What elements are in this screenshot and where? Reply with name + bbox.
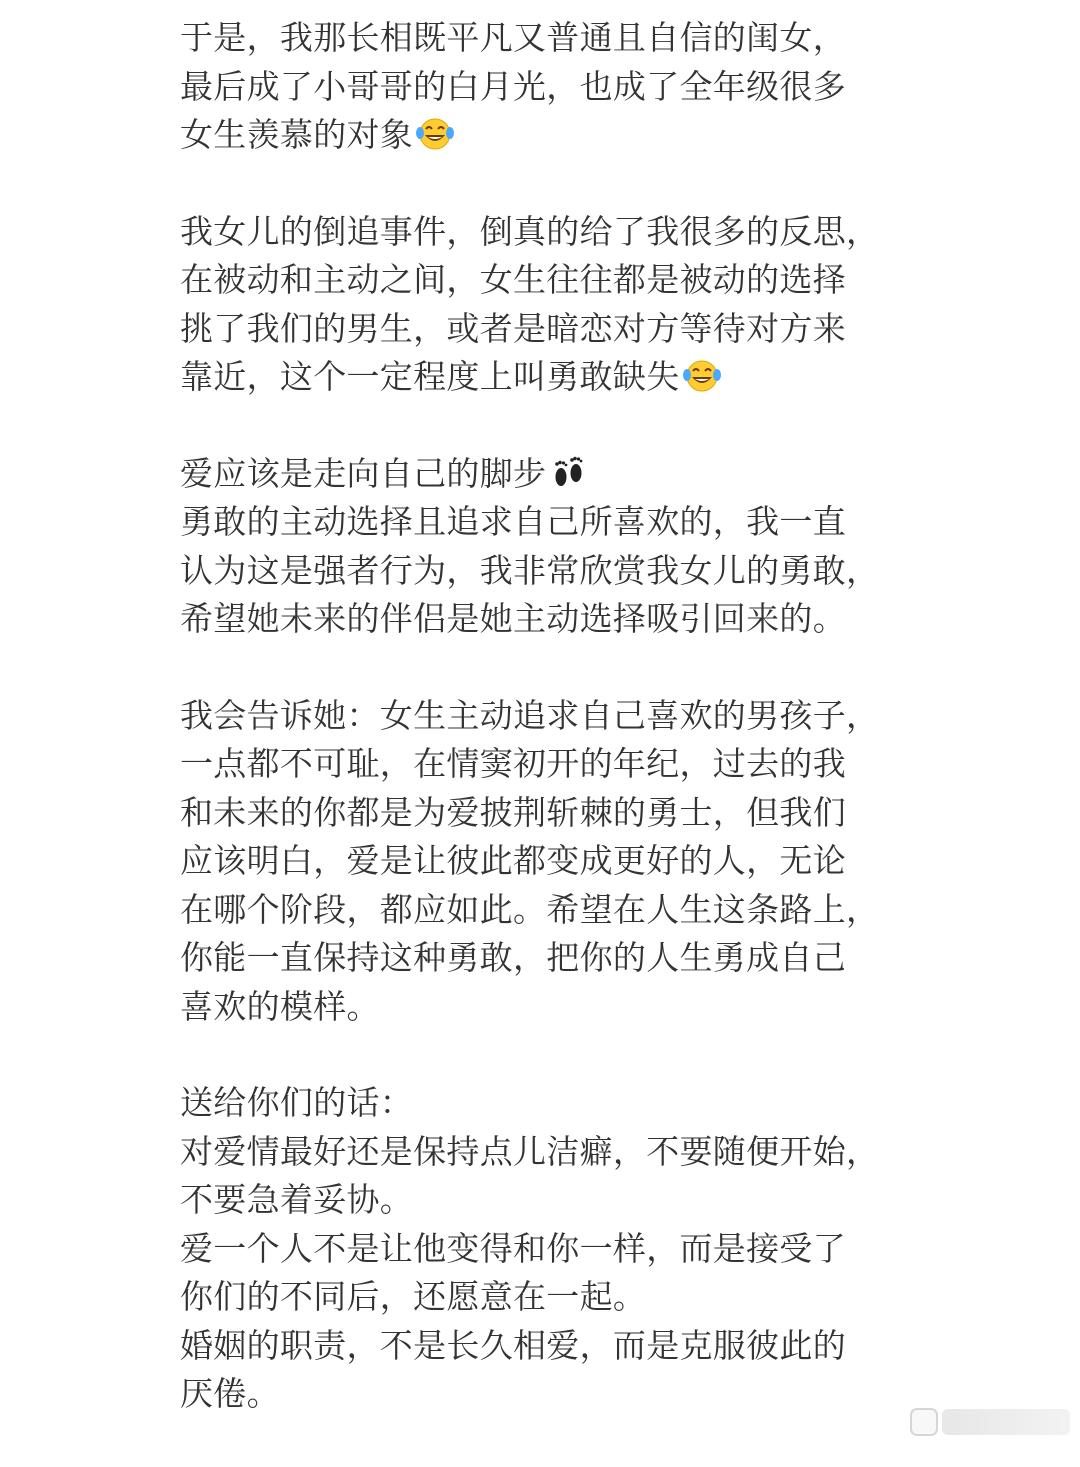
line-text: 挑了我们的男生，或者是暗恋对方等待对方来 [180, 308, 846, 348]
line-text: 我会告诉她：女生主动追求自己喜欢的男孩子， [180, 695, 880, 735]
text-line [180, 498, 910, 547]
line-text: 于是，我那长相既平凡又普通且自信的闺女， [180, 18, 846, 57]
text-line [180, 886, 910, 935]
line-text: 女生羡慕的对象 [180, 115, 414, 154]
text-line [180, 111, 910, 160]
line-text: 对爱情最好还是保持点儿洁癖，不要随便开始， [180, 1131, 880, 1171]
line-text: 应该明白，爱是让彼此都变成更好的人，无论 [180, 841, 846, 880]
line-text: 一点都不可耻，在情窦初开的年纪，过去的我 [180, 744, 846, 783]
line-text: 婚姻的职责，不是长久相爱，而是克服彼此的 [180, 1325, 846, 1365]
text-line [180, 983, 910, 1032]
line-text: 最后成了小哥哥的白月光，也成了全年级很多 [180, 66, 846, 106]
text-line [180, 1176, 910, 1225]
text-line [180, 256, 910, 305]
text-line [180, 1370, 910, 1419]
text-line [180, 208, 910, 257]
paragraph [180, 450, 910, 644]
line-text: 爱应该是走向自己的脚步 [180, 453, 547, 493]
text-line [180, 547, 910, 596]
laughing-tears-icon [682, 358, 722, 408]
line-text: 你能一直保持这种勇敢，把你的人生勇成自己 [180, 938, 846, 977]
text-line [180, 353, 910, 402]
watermark-logo [910, 1408, 938, 1436]
text-line [180, 837, 910, 886]
text-line [180, 1128, 910, 1177]
watermark-username [942, 1409, 1070, 1435]
line-text: 你们的不同后，还愿意在一起。 [180, 1277, 647, 1316]
line-text: 希望她未来的伴侣是她主动选择吸引回来的。 [180, 599, 846, 638]
line-text: 勇敢的主动选择且追求自己所喜欢的，我一直 [180, 502, 846, 541]
text-line [180, 14, 910, 63]
text-line [180, 450, 910, 499]
line-text: 在哪个阶段，都应如此。希望在人生这条路上， [180, 889, 880, 929]
text-line [180, 934, 910, 983]
text-line [180, 305, 910, 354]
paragraph [180, 208, 910, 402]
article-body [180, 14, 910, 1467]
paragraph [180, 14, 910, 160]
line-text: 厌倦。 [180, 1374, 280, 1413]
paragraph [180, 692, 910, 1032]
text-line [180, 789, 910, 838]
line-text: 送给你们的话： [180, 1083, 414, 1122]
text-line [180, 63, 910, 112]
line-text: 我女儿的倒追事件，倒真的给了我很多的反思， [180, 211, 880, 251]
line-text: 不要急着妥协。 [180, 1180, 414, 1219]
text-line [180, 1225, 910, 1274]
text-line [180, 1079, 910, 1128]
line-text: 喜欢的模样。 [180, 986, 380, 1026]
line-text: 认为这是强者行为，我非常欣赏我女儿的勇敢， [180, 550, 880, 590]
laughing-tears-icon [415, 116, 455, 166]
line-text: 和未来的你都是为爱披荆斩棘的勇士，但我们 [180, 792, 846, 832]
text-line [180, 595, 910, 644]
line-text: 爱一个人不是让他变得和你一样，而是接受了 [180, 1228, 846, 1268]
line-text: 靠近，这个一定程度上叫勇敢缺失 [180, 357, 680, 396]
line-text: 在被动和主动之间，女生往往都是被动的选择 [180, 260, 846, 299]
footprints-icon [548, 455, 588, 505]
paragraph [180, 1079, 910, 1419]
watermark [910, 1408, 1070, 1436]
text-line [180, 692, 910, 741]
text-line [180, 740, 910, 789]
text-line [180, 1273, 910, 1322]
text-line [180, 1322, 910, 1371]
